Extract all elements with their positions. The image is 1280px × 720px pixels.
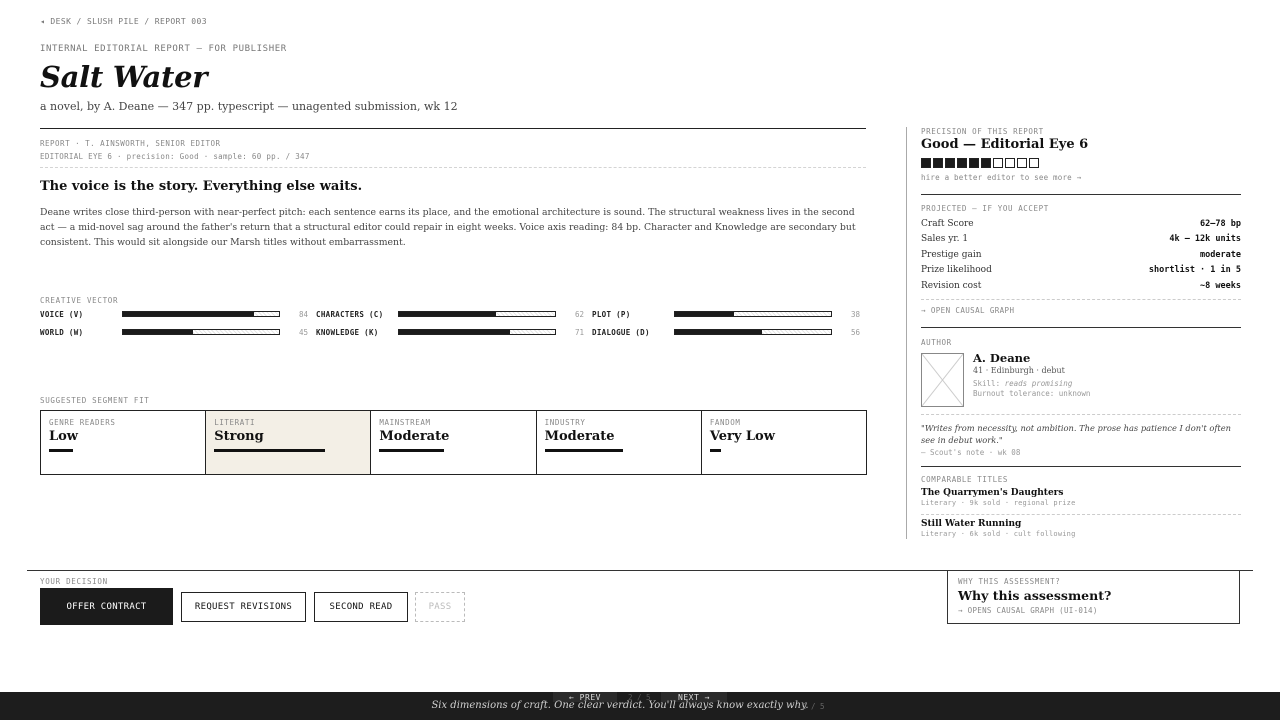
sidebar-divider: [906, 127, 907, 539]
avatar-placeholder-icon: [922, 354, 963, 406]
axis-bar-fill: [123, 330, 193, 334]
precision-square: [969, 158, 979, 168]
segment-label: MAINSTREAM: [379, 418, 431, 427]
sidebar-rule: [921, 194, 1241, 195]
axis-bar: [674, 329, 832, 335]
segment-label: INDUSTRY: [544, 418, 586, 427]
projected-row: [921, 247, 1241, 263]
breadcrumb[interactable]: ◂ DESK / SLUSH PILE / REPORT 003: [40, 17, 207, 26]
projected-row: [921, 232, 1241, 248]
segment-fit-table: [40, 410, 867, 475]
report-kicker: INTERNAL EDITORIAL REPORT — FOR PUBLISHER: [40, 44, 287, 54]
author-skill-label: Skill:: [973, 379, 1005, 388]
opens-causal-graph-link[interactable]: → OPENS CAUSAL GRAPH (UI-014): [958, 606, 1098, 615]
precision-square: [945, 158, 955, 168]
book-subtitle: a novel, by A. Deane — 347 pp. typescript — unagented submission, wk 12: [40, 100, 458, 113]
segment-fit-label: SUGGESTED SEGMENT FIT: [40, 396, 150, 405]
sidebar-rule: [921, 466, 1241, 467]
axis-name: WORLD (W): [40, 327, 84, 337]
why-label: WHY THIS ASSESSMENT?: [958, 577, 1061, 586]
creative-vector-axis: [40, 310, 316, 319]
axis-bar: [674, 311, 832, 317]
comparable-subtitle: Literary · 9k sold · regional prize: [921, 499, 1076, 507]
report-body: Deane writes close third-person with near-perfect pitch: each sentence earns its place, and the emotional architecture is sound. The structural weakness lives in the second act — a mid-novel sag around the father's return that a structural editor could repair in eight weeks. Voice axis reading: 84 bp. Character and Knowledge are secondary but consistent. This would sit alongside our Marsh titles without embarrassment.: [40, 207, 856, 248]
axis-name: CHARACTERS (C): [316, 309, 384, 319]
creative-vector-axis: [592, 328, 868, 337]
axis-value: 62: [574, 309, 584, 319]
projected-label: Prestige gain: [921, 249, 982, 260]
axis-bar: [122, 311, 280, 317]
segment-label: GENRE READERS: [49, 418, 116, 427]
creative-vector-label: CREATIVE VECTOR: [40, 296, 119, 305]
precision-square: [981, 158, 991, 168]
pass-button[interactable]: PASS: [415, 592, 465, 622]
projected-list: [921, 216, 1241, 294]
comparable-title[interactable]: The Quarrymen's Daughters: [921, 488, 1064, 498]
axis-value: 38: [850, 309, 860, 319]
axis-value: 45: [298, 327, 308, 337]
precision-square: [1017, 158, 1027, 168]
segment-cell: [371, 411, 536, 474]
projected-label: Sales yr. 1: [921, 234, 969, 245]
sidebar-rule: [921, 327, 1241, 328]
request-revisions-button[interactable]: REQUEST REVISIONS: [181, 592, 306, 622]
projected-value: 4k – 12k units: [1169, 234, 1241, 245]
precision-square: [1029, 158, 1039, 168]
axis-name: KNOWLEDGE (K): [316, 327, 379, 337]
precision-title: Good — Editorial Eye 6: [921, 137, 1089, 152]
segment-cell: [206, 411, 371, 474]
projected-value: shortlist · 1 in 5: [1148, 265, 1241, 276]
axis-bar: [398, 329, 556, 335]
projected-label: PROJECTED — IF YOU ACCEPT: [921, 204, 1049, 213]
comparable-title[interactable]: Still Water Running: [921, 519, 1022, 529]
segment-label: FANDOM: [709, 418, 741, 427]
segment-level-bar: [710, 449, 721, 452]
precision-meter: [921, 158, 1241, 168]
comparable-subtitle: Literary · 6k sold · cult following: [921, 530, 1076, 538]
axis-bar-fill: [399, 330, 510, 334]
prev-button[interactable]: ← PREV: [553, 692, 617, 702]
axis-bar-fill: [675, 312, 734, 316]
author-skill-value: reads promising: [1004, 379, 1073, 388]
creative-vector-axis: [316, 328, 592, 337]
axis-bar-fill: [399, 312, 496, 316]
author-avatar: [921, 353, 964, 407]
open-causal-graph-link[interactable]: → OPEN CAUSAL GRAPH: [921, 306, 1015, 315]
dashed-divider: [921, 414, 1241, 415]
precision-square: [933, 158, 943, 168]
second-read-button[interactable]: SECOND READ: [314, 592, 408, 622]
precision-label: PRECISION OF THIS REPORT: [921, 127, 1044, 136]
segment-cell: [537, 411, 702, 474]
creative-vector-axis: [592, 310, 868, 319]
axis-name: VOICE (V): [40, 309, 84, 319]
segment-value: Moderate: [544, 429, 615, 444]
segment-level-bar: [49, 449, 73, 452]
offer-contract-button[interactable]: OFFER CONTRACT: [40, 588, 173, 625]
axis-value: 71: [574, 327, 584, 337]
segment-value: Low: [49, 429, 79, 444]
projected-label: Revision cost: [921, 280, 982, 291]
creative-vector-axis: [40, 328, 316, 337]
projected-value: moderate: [1200, 249, 1241, 260]
page-counter: 2 / 5: [628, 693, 651, 702]
author-name: A. Deane: [973, 351, 1031, 365]
scout-quote-source: — Scout's note · wk 08: [921, 448, 1021, 457]
decision-label: YOUR DECISION: [40, 577, 108, 586]
footer-tagline: Six dimensions of craft. One clear verdict. You'll always know exactly why.: [431, 700, 809, 711]
page-counter: 2 / 5: [802, 702, 825, 711]
precision-square: [957, 158, 967, 168]
segment-level-bar: [214, 449, 325, 452]
why-assessment-panel[interactable]: [947, 571, 1240, 624]
main-divider: [40, 128, 866, 129]
report-headline: The voice is the story. Everything else waits.: [40, 179, 363, 194]
axis-bar-fill: [675, 330, 762, 334]
author-burnout: Burnout tolerance: unknown: [973, 389, 1091, 398]
axis-name: PLOT (P): [592, 309, 631, 319]
projected-row: [921, 216, 1241, 232]
segment-label: LITERATI: [214, 418, 256, 427]
axis-bar-fill: [123, 312, 254, 316]
report-author: REPORT · T. AINSWORTH, SENIOR EDITOR: [40, 139, 221, 148]
axis-name: DIALOGUE (D): [592, 327, 650, 337]
segment-value: Very Low: [709, 429, 775, 444]
page-title: Salt Water: [40, 60, 208, 94]
axis-value: 56: [850, 327, 860, 337]
segment-cell: [41, 411, 206, 474]
creative-vector-axis: [316, 310, 592, 319]
projected-value: ~8 weeks: [1200, 280, 1241, 291]
author-label: AUTHOR: [921, 338, 952, 347]
axis-bar: [398, 311, 556, 317]
dashed-divider: [921, 299, 1241, 300]
projected-value: 62–78 bp: [1200, 218, 1241, 229]
segment-level-bar: [545, 449, 623, 452]
segment-level-bar: [379, 449, 444, 452]
segment-value: Strong: [214, 429, 264, 444]
author-details: 41 · Edinburgh · debut: [973, 366, 1065, 375]
segment-cell: [702, 411, 866, 474]
axis-bar: [122, 329, 280, 335]
precision-square: [921, 158, 931, 168]
creative-vector-row: [40, 308, 868, 320]
axis-value: 84: [298, 309, 308, 319]
dashed-divider: [40, 167, 866, 168]
precision-square: [993, 158, 1003, 168]
why-title: Why this assessment?: [958, 588, 1112, 603]
scout-quote: "Writes from necessity, not ambition. The prose has patience I don't often see in debut work.": [921, 423, 1231, 445]
segment-value: Moderate: [379, 429, 450, 444]
projected-label: Craft Score: [921, 218, 974, 229]
report-precision-meta: EDITORIAL EYE 6 · precision: Good · sample: 60 pp. / 347: [40, 152, 310, 161]
precision-square: [1005, 158, 1015, 168]
next-button[interactable]: NEXT →: [661, 692, 727, 702]
hire-editor-link[interactable]: hire a better editor to see more →: [921, 173, 1082, 182]
author-skill: [973, 379, 1072, 388]
comparables-label: COMPARABLE TITLES: [921, 475, 1008, 484]
creative-vector-row: [40, 326, 868, 338]
projected-row: [921, 278, 1241, 294]
dashed-divider: [921, 514, 1241, 515]
projected-row: [921, 263, 1241, 279]
projected-label: Prize likelihood: [921, 265, 992, 276]
